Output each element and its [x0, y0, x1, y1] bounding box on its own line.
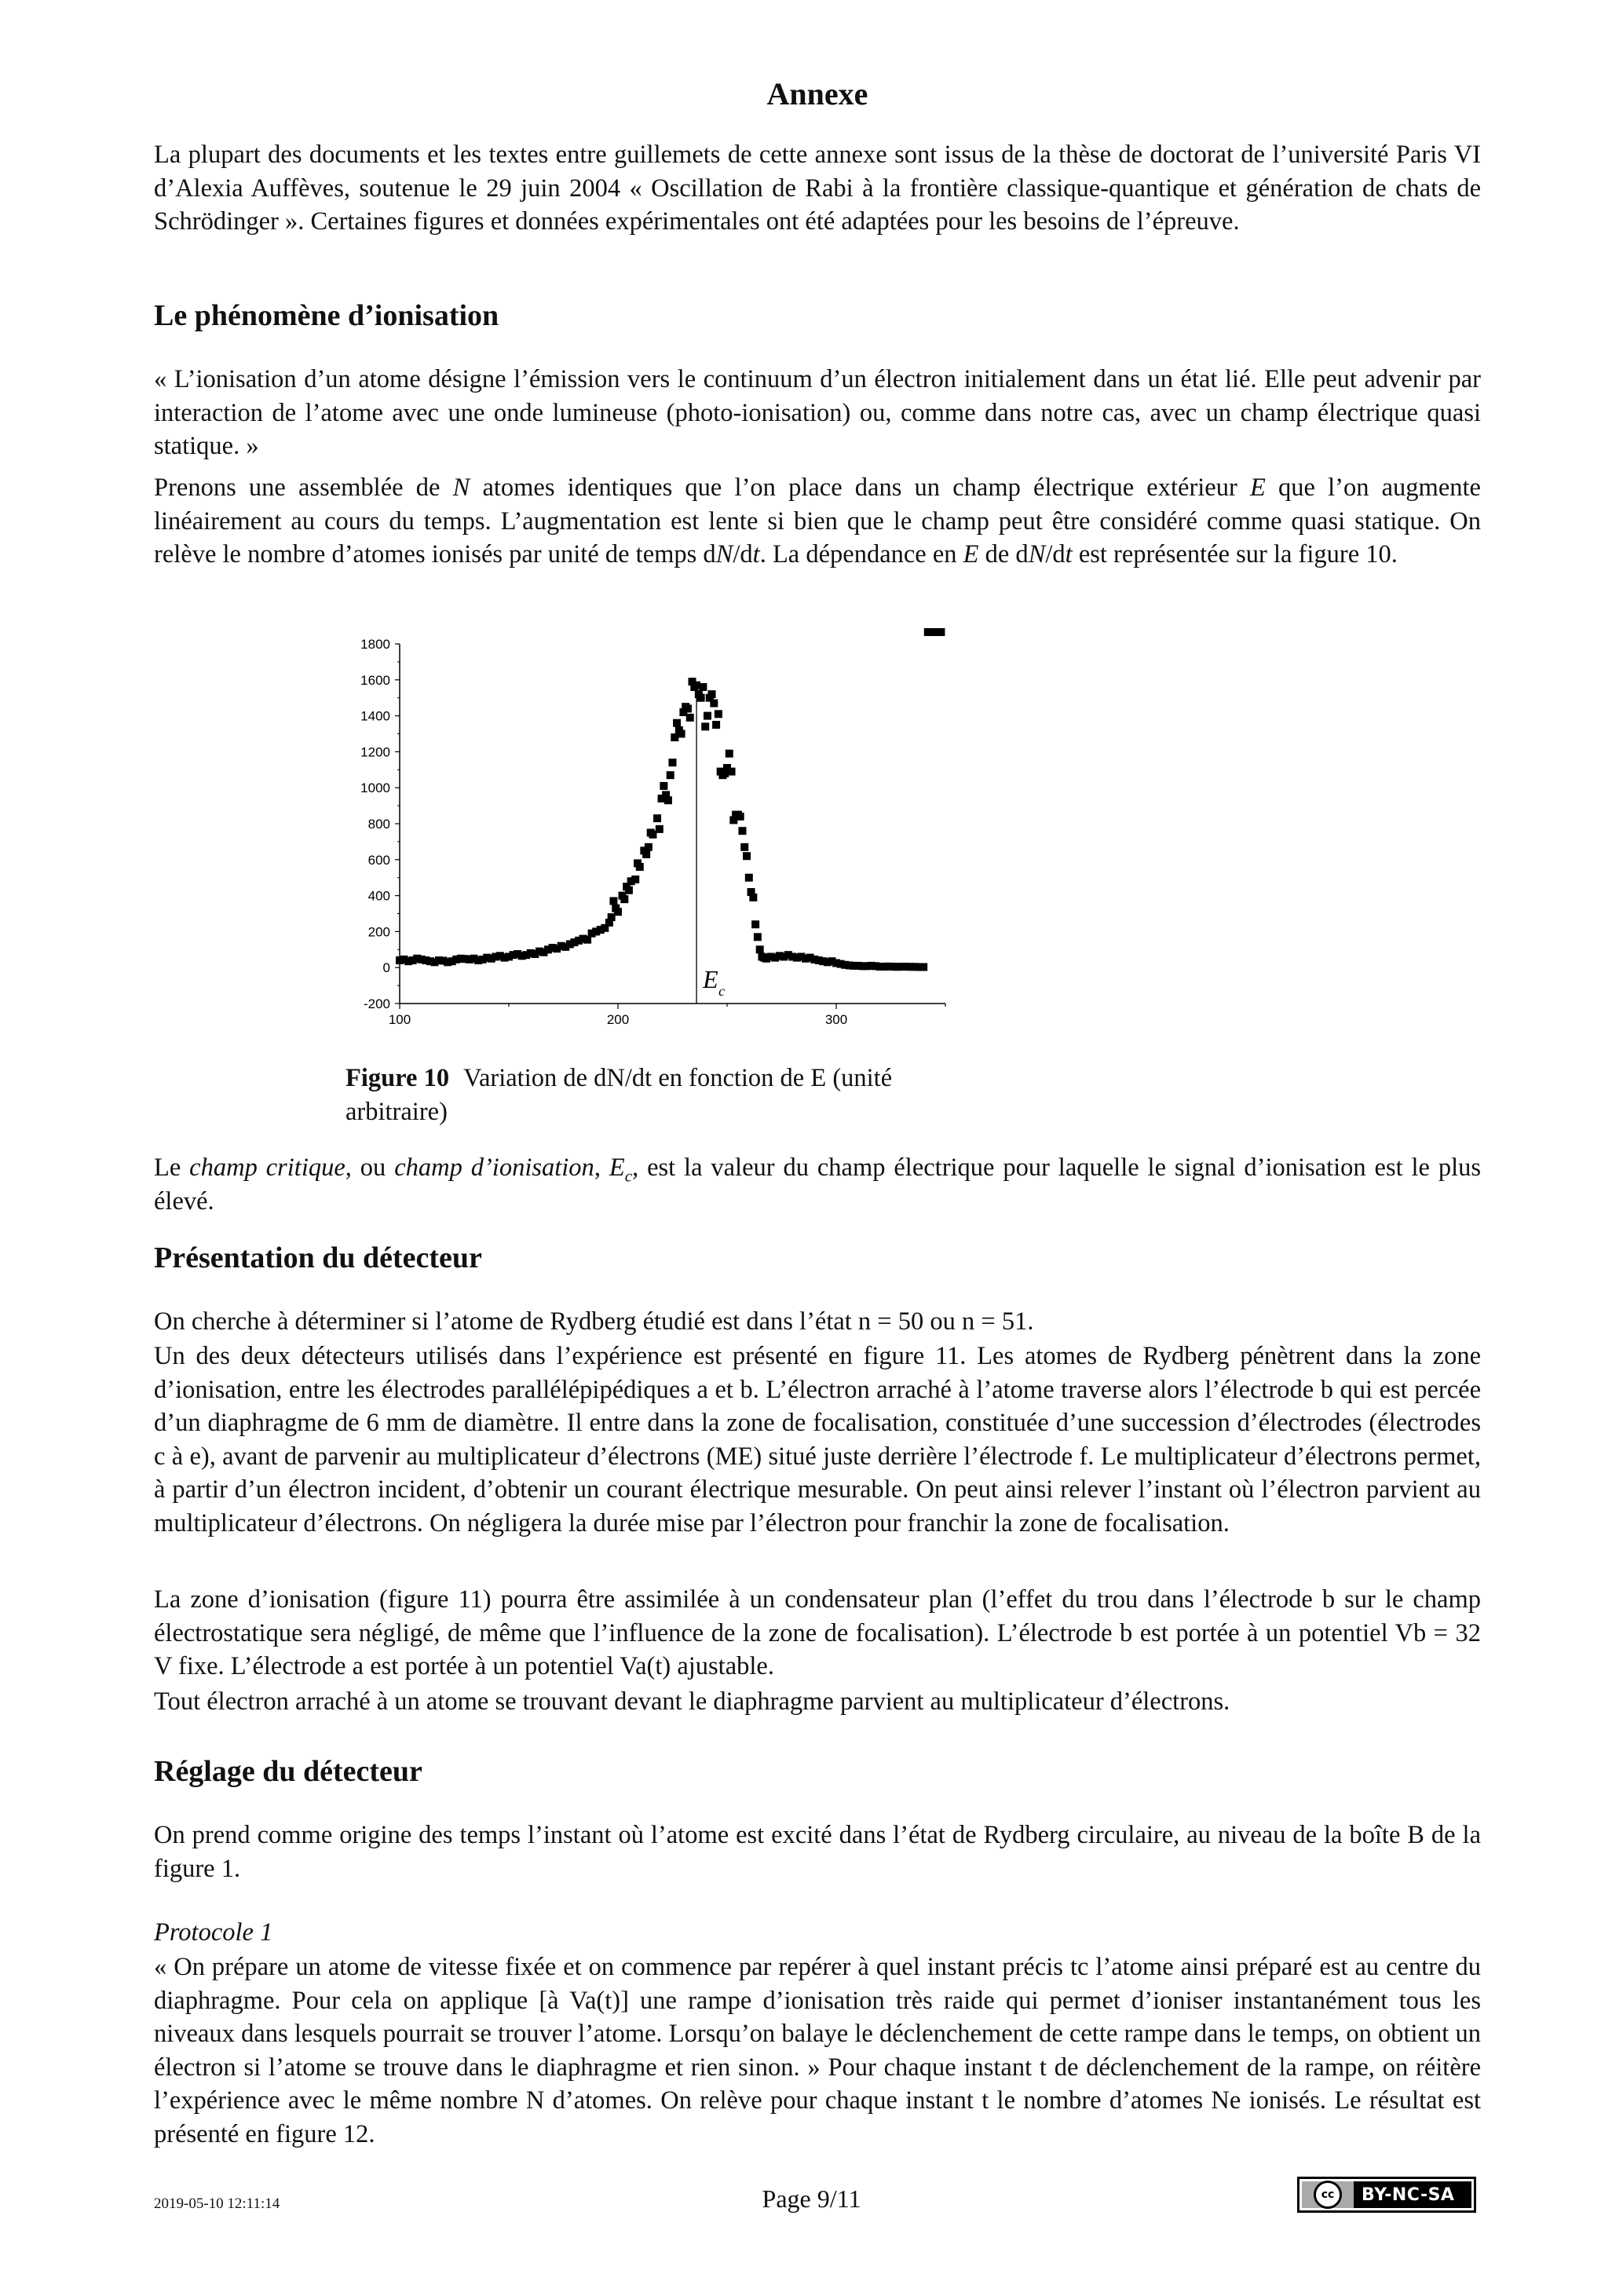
y-tick-label: 1800 — [360, 637, 390, 652]
y-tick-label: 1400 — [360, 708, 390, 724]
data-point — [701, 722, 709, 730]
y-tick-label: 400 — [367, 888, 390, 904]
y-tick-label: -200 — [363, 996, 390, 1011]
data-point — [754, 933, 762, 941]
detecteur-paragraph-1: On cherche à déterminer si l’atome de Rydberg étudié est dans l’état n = 50 ou n = 51. — [154, 1307, 1034, 1336]
y-tick-label: 600 — [367, 852, 390, 868]
data-point — [669, 759, 677, 766]
data-point — [715, 710, 722, 718]
x-tick-label: 200 — [606, 1012, 630, 1027]
y-tick-label: 0 — [382, 960, 390, 976]
data-point — [631, 876, 639, 883]
data-point — [625, 887, 633, 894]
data-point — [684, 704, 692, 712]
data-point — [678, 730, 685, 738]
data-point — [686, 714, 694, 722]
data-point — [636, 863, 644, 871]
data-point — [609, 897, 617, 905]
data-point — [653, 814, 661, 822]
data-point — [660, 782, 667, 790]
chart-svg — [345, 628, 958, 1052]
data-point — [740, 843, 748, 851]
data-point — [712, 721, 720, 729]
data-point — [620, 895, 628, 903]
data-point — [645, 843, 652, 851]
license-text: BY-NC-SA — [1362, 2184, 1455, 2205]
ionisation-quote: « L’ionisation d’un atome désigne l’émission vers le continuum d’un électron initialement dans un état lié. Elle peut advenir par interaction de l’atome avec une onde lumineuse (photo-ionisation) ou, comme dans notre cas, avec un champ électrique quasi statique. » — [154, 365, 1481, 460]
data-point — [745, 874, 753, 882]
cc-icon: cc — [1314, 2181, 1342, 2209]
ec-marker-label: E — [703, 965, 718, 993]
data-point — [751, 920, 759, 928]
data-point — [697, 694, 705, 702]
data-point — [737, 813, 744, 821]
section-heading-detecteur: Présentation du détecteur — [154, 1241, 482, 1274]
figure-10-chart — [345, 628, 958, 1052]
y-tick-label: 200 — [367, 924, 390, 940]
data-point — [738, 827, 746, 835]
detecteur-paragraph-3: La zone d’ionisation (figure 11) pourra être assimilée à un condensateur plan (l’effet du trou dans l’électrode b sur le champ électrostatique sera négligé, de même que l’influence de la zone de focalisation). L’électrode b est portée à un potentiel Vb = 32 V fixe. L’électrode a est portée à un potentiel Va(t) ajustable. — [154, 1585, 1481, 1680]
y-tick-label: 1600 — [360, 672, 390, 688]
data-point — [710, 700, 718, 707]
figure-caption-text: Variation de dN/dt en fonction de E (unité arbitraire) — [345, 1064, 893, 1126]
reglage-paragraph-1: On prend comme origine des temps l’instant où l’atome est excité dans l’état de Rydberg circulaire, au niveau de la boîte B de la figure 1. — [154, 1821, 1481, 1883]
ionisation-paragraph: Prenons une assemblée de N atomes identiques que l’on place dans un champ électrique extérieur E que l’on augmente linéairement au cours du temps. L’augmentation est lente si bien que le champ peut être considéré comme quasi statique. On relève le nombre d’atomes ionisés par unité de temps dN/dt. La dépendance en E de dN/dt est représentée sur la figure 10. — [154, 473, 1481, 569]
y-tick-label: 800 — [367, 817, 390, 832]
critical-field-paragraph: Le champ critique, ou champ d’ionisation, $E_c$, est la valeur du champ électrique pour laquelle le signal d’ionisation est le plus élevé. — [154, 1153, 1482, 1216]
data-point — [664, 796, 672, 804]
data-point — [667, 771, 674, 779]
section-heading-ionisation: Le phénomène d’ionisation — [154, 299, 499, 332]
ec-marker-subscript: c — [718, 983, 726, 999]
y-tick-label: 1200 — [360, 744, 390, 760]
data-point — [708, 690, 716, 698]
data-point — [919, 963, 927, 971]
data-point — [756, 945, 764, 953]
figure-label: Figure 10 — [345, 1064, 450, 1092]
figure-10-caption — [345, 1062, 989, 1128]
y-tick-label: 1000 — [360, 781, 390, 796]
data-point — [937, 628, 945, 636]
detecteur-paragraph-2: Un des deux détecteurs utilisés dans l’expérience est présenté en figure 11. Les atomes de Rydberg pénètrent dans la zone d’ionisation, entre les électrodes parallélépipédiques a et b. L’électron arraché à l’atome traverse alors l’électrode b qui est percée d’un diaphragme de 6 mm de diamètre. Il entre dans la zone de focalisation, constituée d’une succession d’électrodes (électrodes c à e), avant de parvenir au multiplicateur d’électrons (ME) situé juste derrière l’électrode f. Le multiplicateur d’électrons permet, à partir d’un électron incident, d’obtenir un courant électrique mesurable. On peut ainsi relever l’instant où l’électron parvient au multiplicateur d’électrons. On négligera la durée mise par l’électron pour franchir la zone de focalisation. — [154, 1342, 1481, 1537]
reglage-paragraph-2: « On prépare un atome de vitesse fixée et on commence par repérer à quel instant précis tc l’atome ainsi préparé est au centre du diaphragme. Pour cela on applique [à Va(t)] une rampe d’ionisation très raide qui permet d’ioniser instantanément tous les niveaux dans lesquels pourrait se trouver l’atome. Lorsqu’on balaye le déclenchement de cette rampe dans le temps, on obtient un électron si l’atome se trouve dans le diaphragme et rien sinon. » Pour chaque instant t de déclenchement de la rampe, on réitère l’expérience avec le même nombre N d’atomes. On relève pour chaque instant t le nombre d’atomes Ne ionisés. Le résultat est présenté en figure 12. — [154, 1953, 1481, 2148]
protocol-label: Protocole 1 — [154, 1918, 273, 1947]
annex-title: Annexe — [766, 76, 868, 112]
data-point — [699, 683, 707, 691]
data-point — [704, 712, 711, 720]
x-tick-label: 300 — [824, 1012, 848, 1027]
license-badge — [1297, 2177, 1476, 2213]
detecteur-paragraph-4: Tout électron arraché à un atome se trouvant devant le diaphragme parvient au multiplicateur d’électrons. — [154, 1687, 1230, 1716]
footer-timestamp: 2019-05-10 12:11:14 — [154, 2195, 280, 2212]
intro-paragraph: La plupart des documents et les textes entre guillemets de cette annexe sont issus de la thèse de doctorat de l’université Paris VI d’Alexia Auffèves, soutenue le 29 juin 2004 « Oscillation de Rabi à la frontière classique-quantique et génération de chats de Schrödinger ». Certaines figures et données expérimentales ont été adaptées pour les besoins de l’épreuve. — [154, 141, 1481, 236]
data-point — [743, 852, 751, 860]
data-point — [749, 894, 757, 901]
footer-page-number: Page 9/11 — [762, 2184, 861, 2213]
data-point — [614, 908, 622, 916]
data-point — [673, 719, 681, 727]
data-point — [656, 825, 663, 833]
x-tick-label: 100 — [388, 1012, 411, 1027]
data-point — [728, 768, 736, 776]
data-point — [642, 850, 650, 858]
data-point — [726, 750, 733, 758]
section-heading-reglage: Réglage du détecteur — [154, 1755, 422, 1788]
